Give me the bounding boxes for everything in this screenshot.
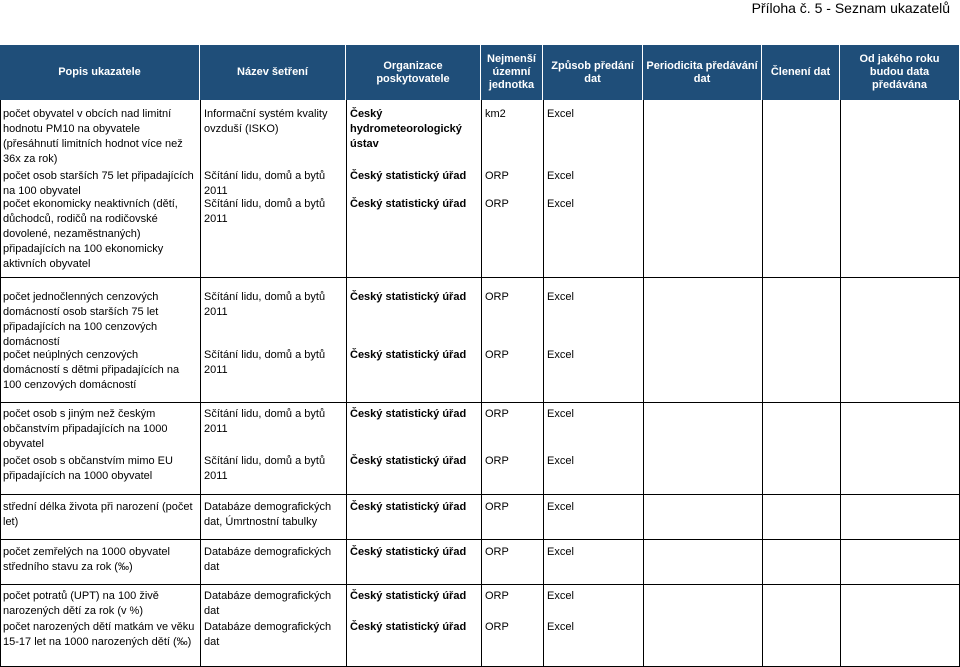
cell-jednotka: ORP [485, 590, 509, 602]
cell-zpusob: Excel [547, 546, 574, 558]
cell-jednotka: ORP [485, 291, 509, 303]
cell-nazev: Informační systém kvality ovzduší (ISKO) [204, 108, 328, 135]
column-divider [643, 403, 644, 495]
column-divider [762, 403, 763, 495]
cell-popis: počet potratů (UPT) na 100 živě narozených dětí za rok (v %) [3, 590, 159, 617]
cell-organizace: Český statistický úřad [350, 408, 467, 420]
column-divider [346, 495, 347, 540]
header-col-nazev: Název šetření [200, 45, 346, 100]
cell-nazev: Sčítání lidu, domů a bytů 2011 [204, 170, 326, 197]
column-divider [643, 585, 644, 667]
column-divider [762, 100, 763, 278]
column-divider [840, 495, 841, 540]
cell-organizace: Český statistický úřad [350, 621, 467, 633]
column-divider [0, 495, 1, 540]
cell-popis: počet osob starších 75 let připadajících na 100 obyvatel [3, 170, 194, 197]
cell-organizace: Český statistický úřad [350, 501, 467, 513]
cell-zpusob: Excel [547, 198, 574, 210]
cell-zpusob: Excel [547, 108, 574, 120]
column-divider [762, 540, 763, 585]
column-divider [200, 278, 201, 403]
column-divider [840, 540, 841, 585]
cell-popis: počet osob s občanstvím mimo EU připadajících na 1000 obyvatel [3, 455, 173, 482]
column-divider [200, 100, 201, 278]
column-divider [0, 100, 1, 278]
cell-zpusob: Excel [547, 408, 574, 420]
cell-popis: počet jednočlenných cenzových domácností osob starších 75 let připadajících na 100 cenzových domácností [3, 291, 159, 348]
cell-nazev: Sčítání lidu, domů a bytů 2011 [204, 408, 326, 435]
column-divider [543, 403, 544, 495]
cell-popis: počet neúplných cenzových domácností s dětmi připadajících na 100 cenzových domácností [3, 349, 180, 391]
cell-jednotka: ORP [485, 170, 509, 182]
cell-jednotka: ORP [485, 198, 509, 210]
column-divider [543, 278, 544, 403]
column-divider [840, 278, 841, 403]
cell-organizace: Český statistický úřad [350, 291, 467, 303]
column-divider [543, 100, 544, 278]
column-divider [481, 495, 482, 540]
column-divider [643, 540, 644, 585]
header-col-jednotka: Nejmenší územní jednotka [481, 45, 543, 100]
column-divider [346, 100, 347, 278]
cell-jednotka: ORP [485, 349, 509, 361]
cell-popis: počet ekonomicky neaktivních (dětí, důchodců, rodičů na rodičovské dovolené, nezaměstnaných) připadajících na 100 ekonomicky aktivních obyvatel [3, 198, 178, 270]
column-divider [346, 403, 347, 495]
column-divider [200, 495, 201, 540]
column-divider [481, 540, 482, 585]
cell-popis: počet narozených dětí matkám ve věku 15-17 let na 1000 narozených dětí (‰) [3, 621, 195, 648]
column-divider [762, 585, 763, 667]
column-divider [643, 100, 644, 278]
cell-nazev: Databáze demografických dat [204, 590, 332, 617]
cell-popis: počet zemřelých na 1000 obyvatel středního stavu za rok (‰) [3, 546, 170, 573]
cell-organizace: Český statistický úřad [350, 546, 467, 558]
column-divider [0, 585, 1, 667]
cell-popis: střední délka života při narození (počet let) [3, 501, 193, 528]
cell-nazev: Databáze demografických dat [204, 546, 332, 573]
cell-zpusob: Excel [547, 170, 574, 182]
column-divider [643, 278, 644, 403]
cell-nazev: Databáze demografických dat [204, 621, 332, 648]
header-col-zpusob: Způsob předání dat [543, 45, 643, 100]
header-col-popis: Popis ukazatele [0, 45, 200, 100]
column-divider [762, 278, 763, 403]
cell-nazev: Sčítání lidu, domů a bytů 2011 [204, 198, 326, 225]
cell-zpusob: Excel [547, 291, 574, 303]
column-divider [481, 585, 482, 667]
cell-nazev: Databáze demografických dat, Úmrtnostní tabulky [204, 501, 332, 528]
cell-zpusob: Excel [547, 590, 574, 602]
cell-nazev: Sčítání lidu, domů a bytů 2011 [204, 291, 326, 318]
cell-jednotka: ORP [485, 455, 509, 467]
column-divider [543, 540, 544, 585]
header-col-cleneni: Členení dat [762, 45, 840, 100]
header-col-od-roku: Od jakého roku budou data předávána [840, 45, 960, 100]
cell-zpusob: Excel [547, 349, 574, 361]
cell-organizace: Český statistický úřad [350, 455, 467, 467]
cell-organizace: Český statistický úřad [350, 170, 467, 182]
column-divider [543, 495, 544, 540]
cell-jednotka: ORP [485, 621, 509, 633]
cell-organizace: Český hydrometeorologický ústav [350, 108, 462, 150]
cell-organizace: Český statistický úřad [350, 349, 467, 361]
cell-nazev: Sčítání lidu, domů a bytů 2011 [204, 349, 326, 376]
cell-organizace: Český statistický úřad [350, 198, 467, 210]
column-divider [762, 495, 763, 540]
cell-jednotka: ORP [485, 408, 509, 420]
column-divider [0, 403, 1, 495]
cell-popis: počet obyvatel v obcích nad limitní hodnotu PM10 na obyvatele (přesáhnutí limitních hodnot více než 36x za rok) [3, 108, 183, 165]
column-divider [346, 278, 347, 403]
cell-nazev: Sčítání lidu, domů a bytů 2011 [204, 455, 326, 482]
cell-zpusob: Excel [547, 455, 574, 467]
column-divider [0, 278, 1, 403]
cell-organizace: Český statistický úřad [350, 590, 467, 602]
cell-zpusob: Excel [547, 621, 574, 633]
column-divider [543, 585, 544, 667]
column-divider [481, 100, 482, 278]
header-col-periodicita: Periodicita předávání dat [643, 45, 762, 100]
column-divider [840, 100, 841, 278]
cell-zpusob: Excel [547, 501, 574, 513]
column-divider [200, 403, 201, 495]
column-divider [200, 540, 201, 585]
column-divider [346, 585, 347, 667]
cell-popis: počet osob s jiným než českým občanstvím připadajících na 1000 obyvatel [3, 408, 168, 450]
cell-jednotka: ORP [485, 501, 509, 513]
column-divider [840, 403, 841, 495]
column-divider [346, 540, 347, 585]
column-divider [840, 585, 841, 667]
column-divider [0, 540, 1, 585]
column-divider [200, 585, 201, 667]
column-divider [643, 495, 644, 540]
column-divider [481, 278, 482, 403]
page-header: Příloha č. 5 - Seznam ukazatelů [751, 0, 950, 16]
column-divider [481, 403, 482, 495]
header-col-organizace: Organizace poskytovatele [346, 45, 481, 100]
cell-jednotka: ORP [485, 546, 509, 558]
cell-jednotka: km2 [485, 108, 506, 120]
